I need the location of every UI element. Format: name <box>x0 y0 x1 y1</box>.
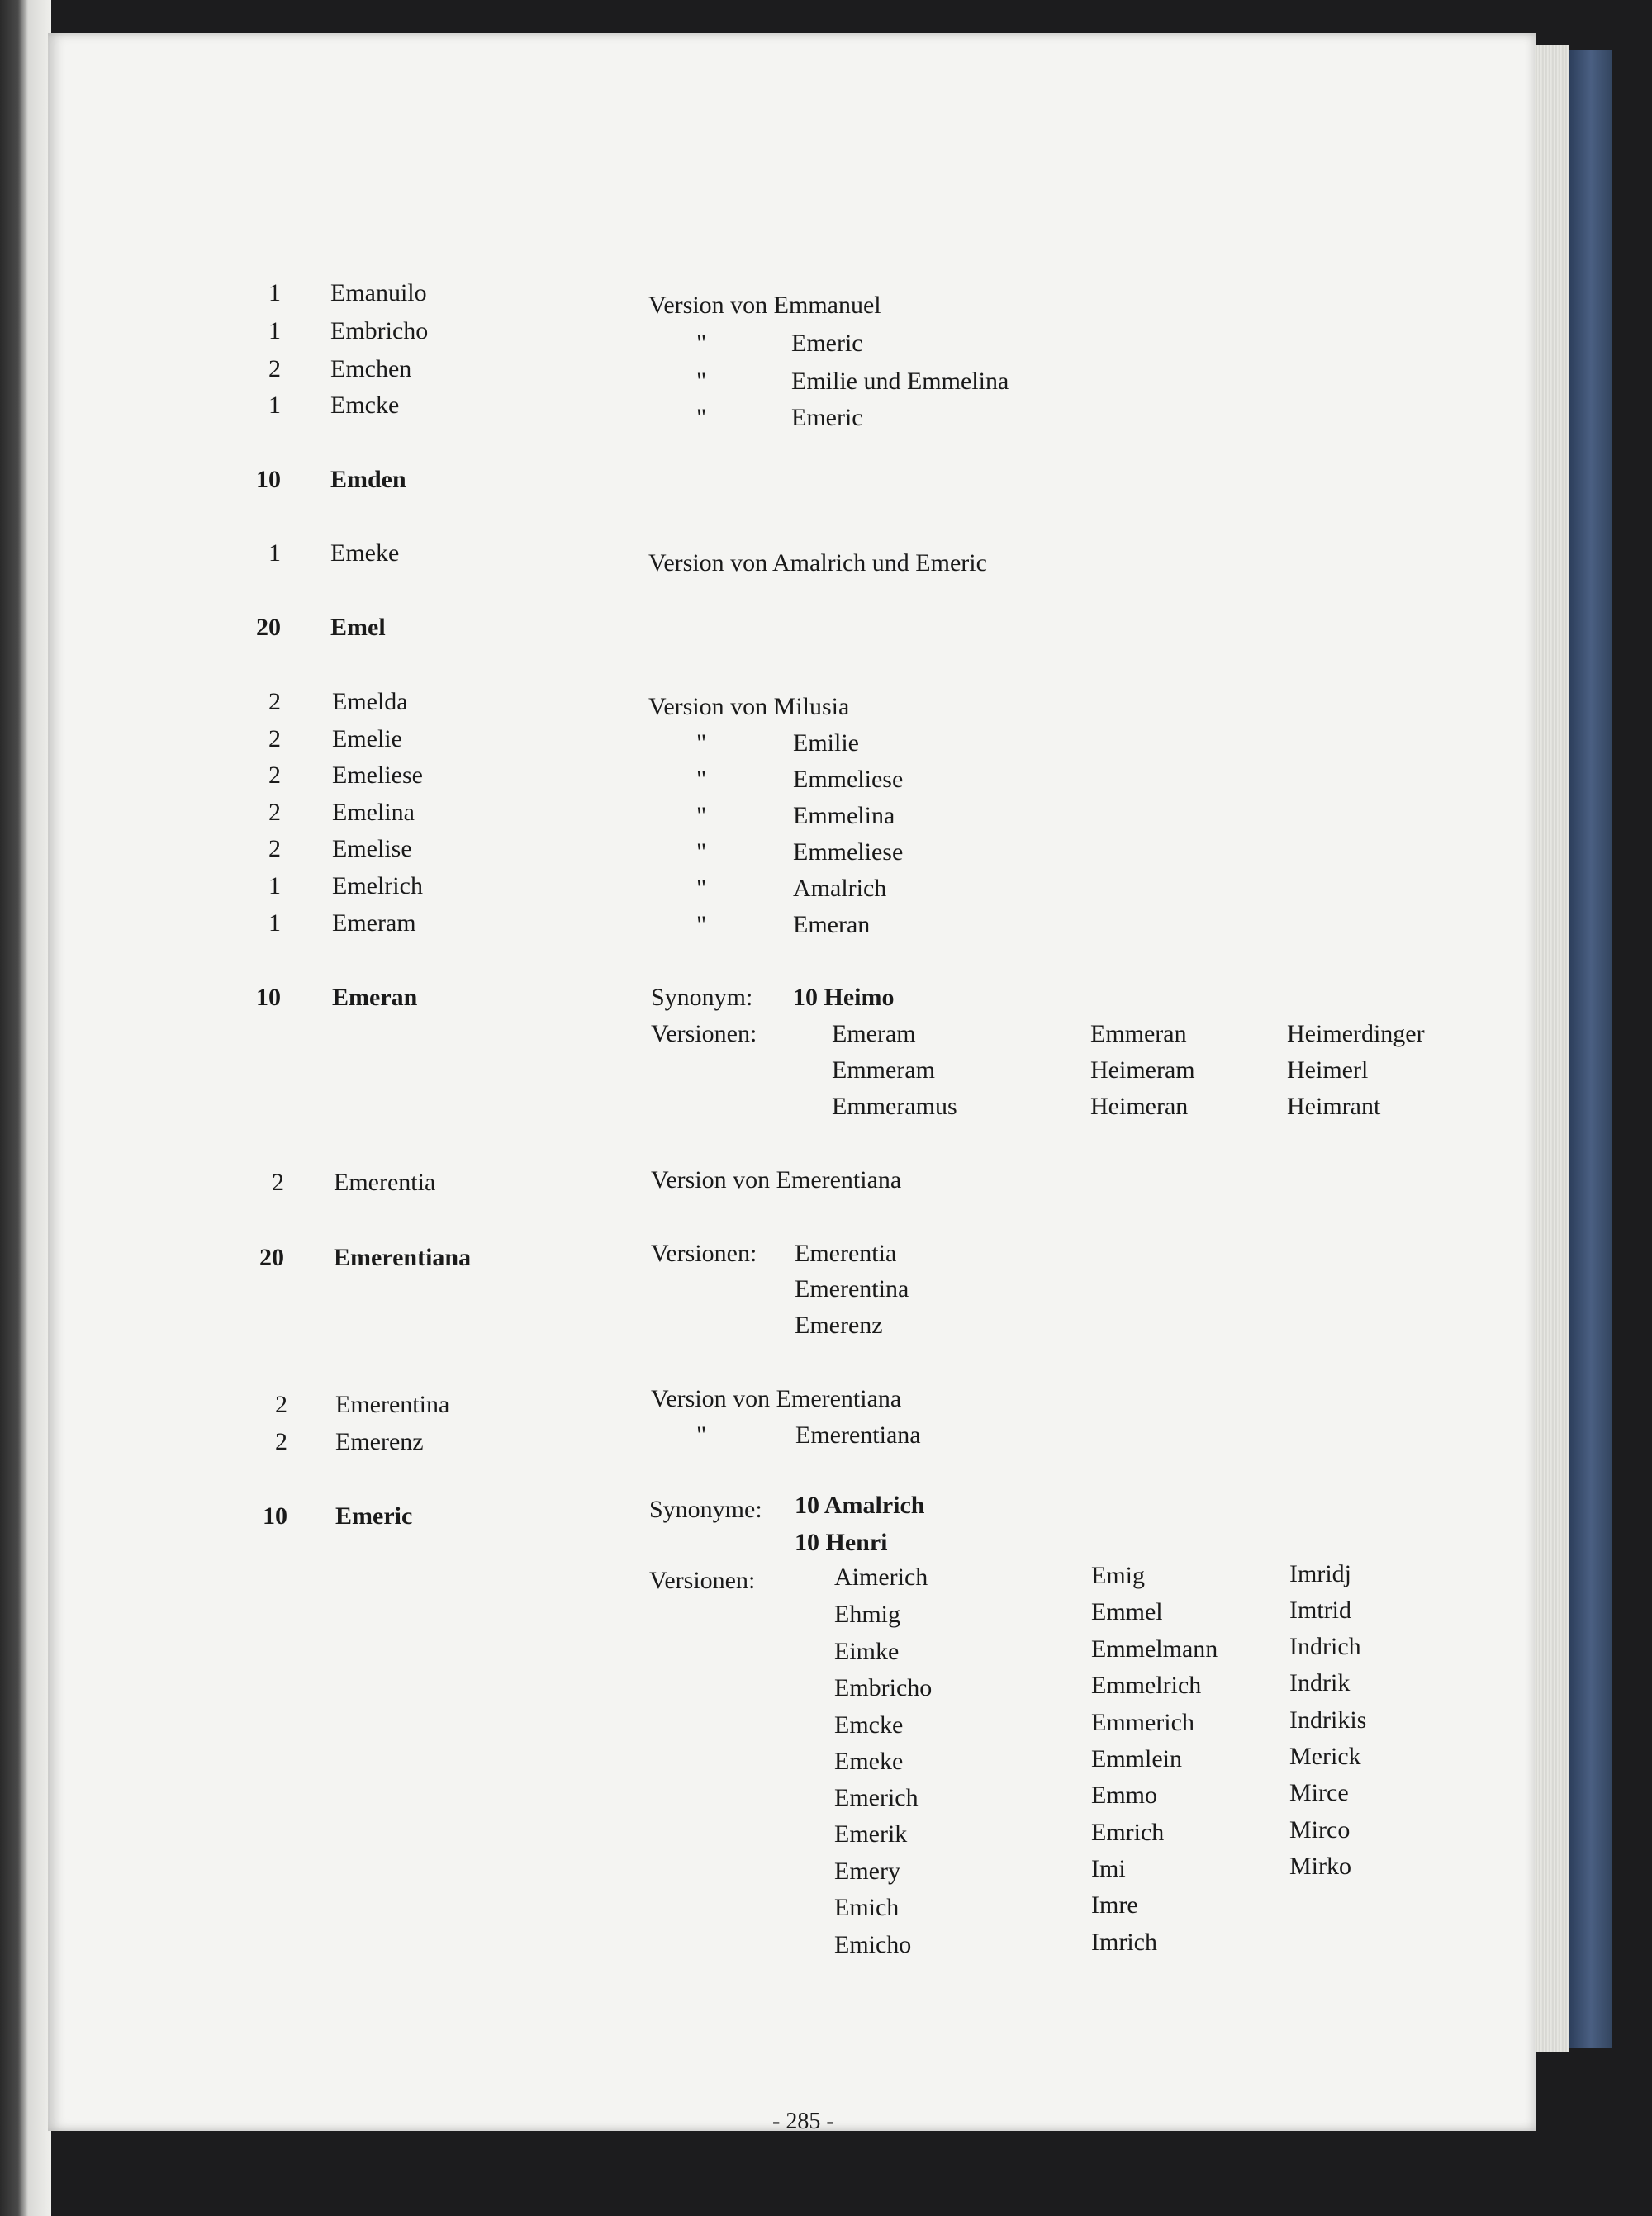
entry-count: 2 <box>272 1169 284 1196</box>
version-name: Imtrid <box>1289 1597 1351 1624</box>
entry-count: 2 <box>268 355 281 382</box>
entry-count: 20 <box>259 1244 284 1271</box>
ditto-mark: " <box>696 766 707 793</box>
entry-info: Amalrich <box>793 875 887 902</box>
version-name: Mirce <box>1289 1779 1349 1806</box>
entry-name: Emerenz <box>335 1428 424 1455</box>
entry-name: Emcke <box>330 391 400 419</box>
entry-info: Emmeliese <box>793 838 904 866</box>
version-name: Indrich <box>1289 1633 1361 1660</box>
version-name: Emerentina <box>795 1275 909 1303</box>
version-name: Imi <box>1091 1855 1126 1882</box>
version-name: Aimerich <box>834 1564 928 1591</box>
book-cover-edge <box>1569 50 1612 2048</box>
entry-info: Emeric <box>791 330 863 357</box>
page-number: - 285 - <box>772 2109 834 2134</box>
version-name: Emmeramus <box>832 1093 957 1120</box>
entry-count: 10 <box>263 1502 287 1530</box>
entry-info: Emmelina <box>793 802 895 829</box>
entry-count: 2 <box>268 799 281 826</box>
entry-count: 1 <box>268 317 281 344</box>
version-name: Emeram <box>832 1020 916 1047</box>
version-name: Emrich <box>1091 1819 1165 1846</box>
entry-name: Embricho <box>330 317 429 344</box>
entry-name: Emeke <box>330 539 400 567</box>
version-name: Emmeran <box>1090 1020 1187 1047</box>
entry-name: Emerentiana <box>334 1244 472 1271</box>
version-name: Imrich <box>1091 1929 1157 1956</box>
entry-count: 2 <box>275 1391 287 1418</box>
book-spine-edge <box>0 0 51 2216</box>
version-name: Emig <box>1091 1562 1145 1589</box>
entry-name: Emelda <box>332 688 408 715</box>
entry-count: 2 <box>268 725 281 752</box>
version-name: Emcke <box>834 1711 904 1739</box>
entry-info: Version von Emmanuel <box>648 292 881 319</box>
ditto-mark: " <box>696 838 707 866</box>
version-name: Emich <box>834 1894 900 1921</box>
version-name: Heimeram <box>1090 1056 1195 1084</box>
entry-name: Emeric <box>335 1502 413 1530</box>
versions-label: Versionen: <box>649 1567 756 1594</box>
entry-info: Version von Emerentiana <box>651 1166 902 1193</box>
version-name: Mirko <box>1289 1853 1351 1880</box>
entry-name: Emeram <box>332 909 416 937</box>
entry-count: 1 <box>268 909 281 937</box>
entry-name: Emerentia <box>334 1169 436 1196</box>
entry-name: Emelrich <box>332 872 423 899</box>
entry-info: Emeran <box>793 911 871 938</box>
entry-count: 1 <box>268 872 281 899</box>
version-name: Emmelmann <box>1091 1635 1218 1663</box>
version-name: Heimrant <box>1287 1093 1381 1120</box>
entry-info: Emeric <box>791 404 863 431</box>
entry-name: Emchen <box>330 355 412 382</box>
synonym-value: 10 Heimo <box>793 984 895 1011</box>
version-name: Indrik <box>1289 1669 1351 1696</box>
version-name: Merick <box>1289 1743 1361 1770</box>
version-name: Ehmig <box>834 1601 900 1628</box>
version-name: Imridj <box>1289 1560 1351 1587</box>
ditto-mark: " <box>696 729 707 757</box>
version-name: Heimerdinger <box>1287 1020 1425 1047</box>
version-name: Eimke <box>834 1638 900 1665</box>
entry-count: 2 <box>268 762 281 789</box>
entry-count: 2 <box>275 1428 287 1455</box>
entry-info: Emilie <box>793 729 859 757</box>
page-stack-edge <box>1535 45 1569 2052</box>
version-name: Emmerich <box>1091 1709 1194 1736</box>
synonym-label: Synonym: <box>651 984 753 1011</box>
version-name: Emerik <box>834 1820 908 1848</box>
version-name: Emerich <box>834 1784 919 1811</box>
entry-info: Emerentiana <box>795 1421 921 1449</box>
entry-count: 1 <box>268 279 281 306</box>
synonym-value: 10 Henri <box>795 1529 888 1556</box>
entry-count: 10 <box>256 466 281 493</box>
version-name: Emerenz <box>795 1312 883 1339</box>
ditto-mark: " <box>696 911 707 938</box>
version-name: Emmeram <box>832 1056 935 1084</box>
version-name: Emery <box>834 1858 900 1885</box>
version-name: Emmo <box>1091 1782 1157 1809</box>
version-name: Indrikis <box>1289 1706 1367 1734</box>
entry-info: Version von Milusia <box>648 693 850 720</box>
ditto-mark: " <box>696 404 707 431</box>
synonym-label: Synonyme: <box>649 1496 762 1523</box>
version-name: Embricho <box>834 1674 933 1701</box>
ditto-mark: " <box>696 1421 707 1449</box>
entry-info: Version von Amalrich und Emeric <box>648 549 987 577</box>
entry-info: Emilie und Emmelina <box>791 368 1009 395</box>
entry-name: Emel <box>330 614 386 641</box>
version-name: Emerentia <box>795 1240 897 1267</box>
ditto-mark: " <box>696 368 707 395</box>
version-name: Emeke <box>834 1748 904 1775</box>
entry-name: Emelise <box>332 835 412 862</box>
version-name: Emicho <box>834 1931 912 1958</box>
entry-name: Emden <box>330 466 406 493</box>
ditto-mark: " <box>696 330 707 357</box>
entry-name: Emelie <box>332 725 402 752</box>
ditto-mark: " <box>696 802 707 829</box>
entry-name: Emerentina <box>335 1391 450 1418</box>
synonym-value: 10 Amalrich <box>795 1492 925 1519</box>
entry-count: 20 <box>256 614 281 641</box>
version-name: Emmlein <box>1091 1745 1182 1772</box>
ditto-mark: " <box>696 875 707 902</box>
entry-name: Emeliese <box>332 762 423 789</box>
version-name: Emmelrich <box>1091 1672 1202 1699</box>
entry-count: 10 <box>256 984 281 1011</box>
version-name: Heimerl <box>1287 1056 1369 1084</box>
versions-label: Versionen: <box>651 1020 757 1047</box>
entry-count: 1 <box>268 391 281 419</box>
entry-name: Emanuilo <box>330 279 427 306</box>
entry-count: 1 <box>268 539 281 567</box>
version-name: Heimeran <box>1090 1093 1189 1120</box>
entry-name: Emeran <box>332 984 418 1011</box>
versions-label: Versionen: <box>651 1240 757 1267</box>
version-name: Mirco <box>1289 1816 1351 1844</box>
entry-count: 2 <box>268 688 281 715</box>
version-name: Emmel <box>1091 1598 1163 1625</box>
version-name: Imre <box>1091 1891 1138 1919</box>
entry-info: Version von Emerentiana <box>651 1385 902 1412</box>
entry-count: 2 <box>268 835 281 862</box>
entry-info: Emmeliese <box>793 766 904 793</box>
entry-name: Emelina <box>332 799 415 826</box>
